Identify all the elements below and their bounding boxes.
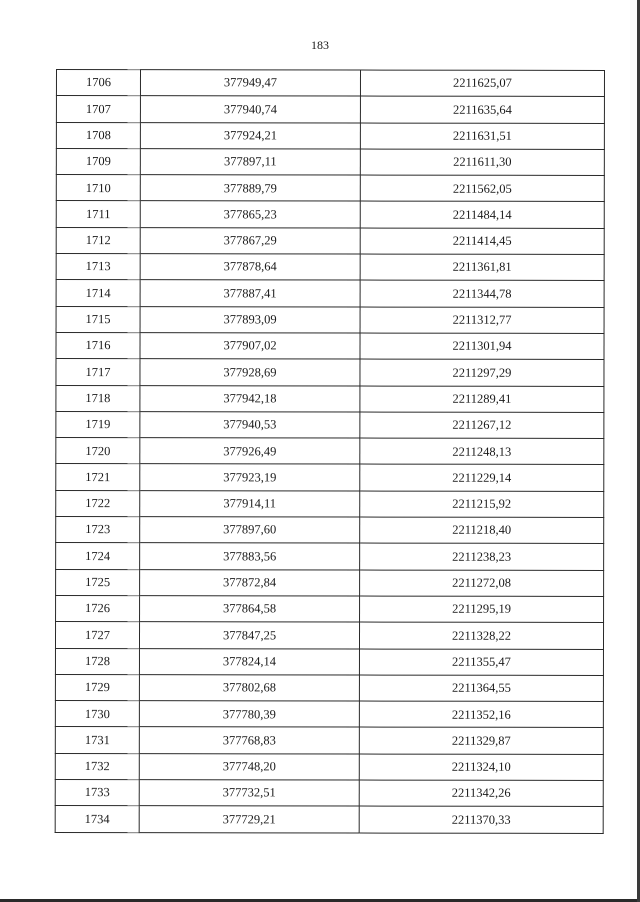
y-coordinate-cell: 2211267,12 xyxy=(360,412,604,439)
y-coordinate-cell: 2211625,07 xyxy=(360,70,604,97)
point-number-cell: 1723 xyxy=(56,517,140,543)
x-coordinate-cell: 377889,79 xyxy=(140,175,360,202)
y-coordinate-cell: 2211329,87 xyxy=(359,727,603,754)
point-number-cell: 1729 xyxy=(55,674,139,700)
y-coordinate-cell: 2211635,64 xyxy=(360,96,604,123)
y-coordinate-cell: 2211344,78 xyxy=(360,280,604,307)
x-coordinate-cell: 377897,11 xyxy=(140,149,360,176)
y-coordinate-cell: 2211361,81 xyxy=(360,254,604,281)
x-coordinate-cell: 377864,58 xyxy=(140,596,360,623)
point-number-cell: 1730 xyxy=(55,701,139,727)
y-coordinate-cell: 2211238,23 xyxy=(360,543,604,570)
table-row xyxy=(56,306,604,333)
point-number-cell: 1721 xyxy=(56,464,140,490)
x-coordinate-cell: 377926,49 xyxy=(140,438,360,465)
table-row xyxy=(55,674,603,701)
y-coordinate-cell: 2211611,30 xyxy=(360,149,604,176)
y-coordinate-cell: 2211342,26 xyxy=(359,780,603,807)
point-number-cell: 1724 xyxy=(56,543,140,569)
page-number: 183 xyxy=(311,38,329,52)
table-row xyxy=(56,595,604,622)
table-row xyxy=(56,569,604,596)
y-coordinate-cell: 2211312,77 xyxy=(360,307,604,334)
table-row xyxy=(56,517,604,544)
y-coordinate-cell: 2211289,41 xyxy=(360,386,604,413)
coordinates-table xyxy=(55,69,605,834)
x-coordinate-cell: 377865,23 xyxy=(140,201,360,228)
point-number-cell: 1716 xyxy=(56,332,140,358)
x-coordinate-cell: 377923,19 xyxy=(140,464,360,491)
x-coordinate-cell: 377824,14 xyxy=(139,648,359,675)
y-coordinate-cell: 2211301,94 xyxy=(360,333,604,360)
x-coordinate-cell: 377914,11 xyxy=(140,490,360,517)
y-coordinate-cell: 2211229,14 xyxy=(360,464,604,491)
x-coordinate-cell: 377729,21 xyxy=(139,806,359,833)
point-number-cell: 1732 xyxy=(55,753,139,779)
table-row xyxy=(56,175,604,202)
coordinates-table-body xyxy=(55,70,604,834)
point-number-cell: 1707 xyxy=(56,96,140,122)
table-row xyxy=(56,438,604,465)
y-coordinate-cell: 2211295,19 xyxy=(360,596,604,623)
point-number-cell: 1733 xyxy=(55,780,139,806)
table-row xyxy=(55,753,603,780)
table-row xyxy=(56,411,604,438)
y-coordinate-cell: 2211215,92 xyxy=(360,491,604,518)
table-row xyxy=(56,70,604,97)
y-coordinate-cell: 2211248,13 xyxy=(360,438,604,465)
point-number-cell: 1713 xyxy=(56,254,140,280)
point-number-cell: 1710 xyxy=(56,175,140,201)
y-coordinate-cell: 2211272,08 xyxy=(360,570,604,597)
table-row xyxy=(56,96,604,123)
point-number-cell: 1717 xyxy=(56,359,140,385)
y-coordinate-cell: 2211414,45 xyxy=(360,228,604,255)
table-row xyxy=(56,359,604,386)
y-coordinate-cell: 2211297,29 xyxy=(360,359,604,386)
y-coordinate-cell: 2211355,47 xyxy=(359,649,603,676)
x-coordinate-cell: 377928,69 xyxy=(140,359,360,386)
point-number-cell: 1709 xyxy=(56,148,140,174)
table-row xyxy=(56,280,604,307)
y-coordinate-cell: 2211562,05 xyxy=(360,175,604,202)
table-row xyxy=(55,648,603,675)
x-coordinate-cell: 377893,09 xyxy=(140,306,360,333)
table-row xyxy=(56,254,604,281)
x-coordinate-cell: 377907,02 xyxy=(140,333,360,360)
table-row xyxy=(56,543,604,570)
y-coordinate-cell: 2211484,14 xyxy=(360,202,604,229)
x-coordinate-cell: 377732,51 xyxy=(139,780,359,807)
table-row xyxy=(56,148,604,175)
y-coordinate-cell: 2211364,55 xyxy=(359,675,603,702)
table-row xyxy=(55,622,603,649)
x-coordinate-cell: 377924,21 xyxy=(140,122,360,149)
x-coordinate-cell: 377802,68 xyxy=(139,674,359,701)
point-number-cell: 1718 xyxy=(56,385,140,411)
table-row xyxy=(55,701,603,728)
table-row xyxy=(55,806,603,833)
x-coordinate-cell: 377942,18 xyxy=(140,385,360,412)
point-number-cell: 1720 xyxy=(56,438,140,464)
table-row xyxy=(56,201,604,228)
table-row xyxy=(56,385,604,412)
point-number-cell: 1728 xyxy=(55,648,139,674)
y-coordinate-cell: 2211218,40 xyxy=(360,517,604,544)
x-coordinate-cell: 377768,83 xyxy=(139,727,359,754)
point-number-cell: 1727 xyxy=(55,622,139,648)
point-number-cell: 1722 xyxy=(56,490,140,516)
point-number-cell: 1706 xyxy=(56,70,140,96)
y-coordinate-cell: 2211631,51 xyxy=(360,123,604,150)
point-number-cell: 1726 xyxy=(56,595,140,621)
table-row xyxy=(55,780,603,807)
point-number-cell: 1708 xyxy=(56,122,140,148)
point-number-cell: 1711 xyxy=(56,201,140,227)
x-coordinate-cell: 377949,47 xyxy=(140,70,360,97)
point-number-cell: 1715 xyxy=(56,306,140,332)
point-number-cell: 1714 xyxy=(56,280,140,306)
x-coordinate-cell: 377940,74 xyxy=(140,96,360,123)
x-coordinate-cell: 377940,53 xyxy=(140,412,360,439)
point-number-cell: 1731 xyxy=(55,727,139,753)
x-coordinate-cell: 377887,41 xyxy=(140,280,360,307)
table-row xyxy=(56,227,604,254)
x-coordinate-cell: 377867,29 xyxy=(140,227,360,254)
x-coordinate-cell: 377883,56 xyxy=(140,543,360,570)
x-coordinate-cell: 377878,64 xyxy=(140,254,360,281)
x-coordinate-cell: 377780,39 xyxy=(139,701,359,728)
x-coordinate-cell: 377872,84 xyxy=(140,569,360,596)
table-row xyxy=(55,727,603,754)
x-coordinate-cell: 377748,20 xyxy=(139,753,359,780)
y-coordinate-cell: 2211328,22 xyxy=(359,622,603,649)
table-row xyxy=(56,332,604,359)
point-number-cell: 1734 xyxy=(55,806,139,832)
x-coordinate-cell: 377847,25 xyxy=(139,622,359,649)
table-row xyxy=(56,122,604,149)
point-number-cell: 1719 xyxy=(56,411,140,437)
point-number-cell: 1712 xyxy=(56,227,140,253)
y-coordinate-cell: 2211370,33 xyxy=(359,806,603,833)
table-row xyxy=(56,464,604,491)
table-row xyxy=(56,490,604,517)
x-coordinate-cell: 377897,60 xyxy=(140,517,360,544)
y-coordinate-cell: 2211352,16 xyxy=(359,701,603,728)
point-number-cell: 1725 xyxy=(56,569,140,595)
y-coordinate-cell: 2211324,10 xyxy=(359,754,603,781)
